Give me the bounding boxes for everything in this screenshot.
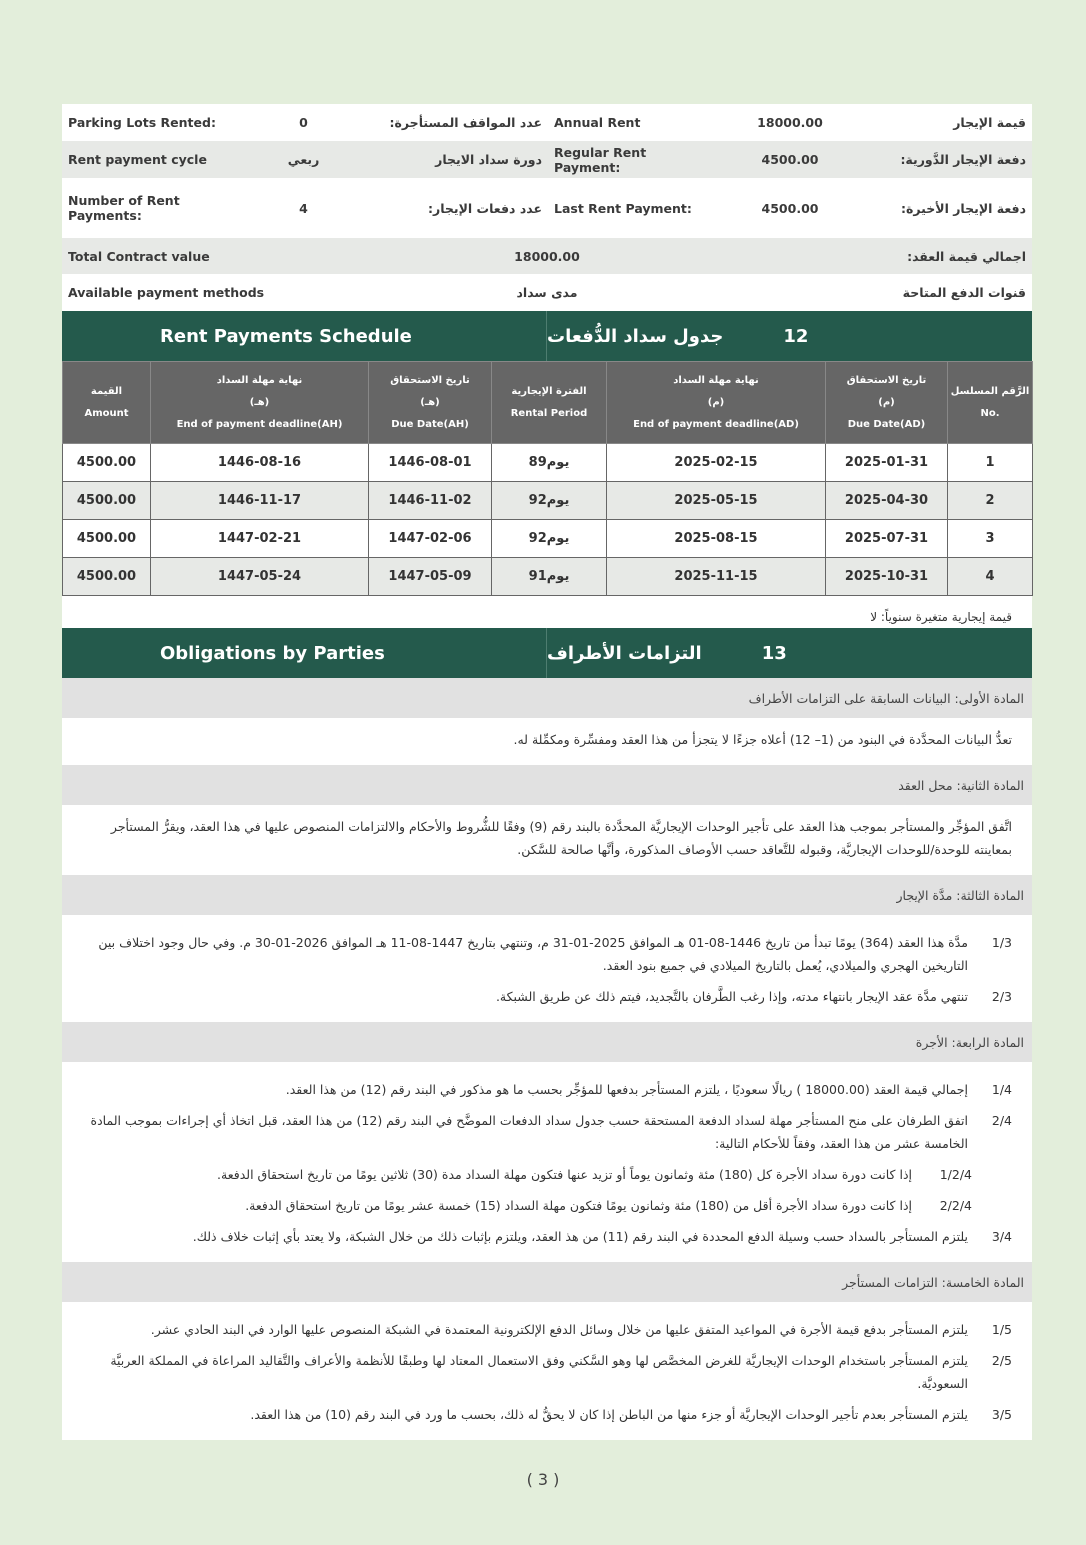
table-cell: 1447-05-09 — [369, 558, 492, 596]
clause — [82, 931, 1012, 977]
header-unit: (م) — [707, 396, 725, 408]
label-ar: عدد دفعات الإيجار: — [428, 200, 542, 216]
articles — [62, 678, 1032, 1440]
clause — [82, 1403, 1012, 1426]
clause — [82, 1109, 1012, 1155]
table-cell: 89يوم — [492, 444, 607, 482]
clause-text: تعدُّ البيانات المحدَّدة في البنود من (1– 12) أعلاه جزءًا لا يتجزأ من هذا العقد ومفسِّرة ومكمِّلة له. — [513, 732, 1012, 747]
column-header — [151, 362, 369, 444]
clause-text: اتفق الطرفان على منح المستأجر مهلة لسداد الدفعة المستحقة حسب جدول سداد الدفعات الموضَّح في البند رقم (12) من هذا العقد، قبل اتخاذ أي إجراءات بموجب المادة الخامسة عشر من هذا العقد، وفقاً للأحكام التالية: — [90, 1113, 968, 1151]
label-ar: قيمة الإيجار — [953, 115, 1026, 130]
rent-info-table — [62, 104, 1032, 238]
header-ar: نهاية مهلة السداد — [673, 374, 759, 386]
header-en: End of payment deadline(AH) — [176, 418, 343, 430]
clause — [82, 1349, 1012, 1395]
clause — [82, 815, 1012, 861]
rent-payments-schedule-table — [62, 361, 1033, 596]
clause — [82, 1194, 1012, 1217]
header-ar: تاريخ الاستحقاق — [846, 374, 927, 386]
header-en: Amount — [84, 407, 129, 419]
clause-number: 2/5 — [991, 1353, 1012, 1368]
obligations-section-header: Obligations by Parties 13 التزامات الأطراف — [62, 628, 1032, 678]
table-cell: 2025-04-30 — [826, 482, 948, 520]
label-en: Number of Rent Payments: — [68, 193, 180, 223]
header-en: End of payment deadline(AD) — [633, 418, 799, 430]
label-ar: دفعة الإيجار الأخيرة: — [901, 200, 1026, 216]
table-cell: 4500.00 — [63, 482, 151, 520]
article-body — [62, 915, 1032, 1022]
article-title: المادة الأولى: البيانات السابقة على التزامات الأطراف — [62, 678, 1032, 718]
table-cell: 1447-02-06 — [369, 520, 492, 558]
header-ar: نهاية مهلة السداد — [216, 374, 303, 386]
info-row — [62, 178, 1032, 238]
article-body — [62, 1062, 1032, 1262]
column-header — [607, 362, 826, 444]
column-header — [369, 362, 492, 444]
column-header — [492, 362, 607, 444]
clause-number: 2/3 — [991, 989, 1012, 1004]
header-unit: (هـ) — [249, 396, 270, 408]
table-cell: 2025-07-31 — [826, 520, 948, 558]
label-en: Rent payment cycle — [68, 152, 207, 167]
clause-text: اتَّفق المؤجِّر والمستأجر بموجب هذا العقد على تأجير الوحدات الإيجاريَّة المحدَّدة بالبند رقم (9) وفقًا للشُّروط والأحكام والالتزامات المنصوص عليها في هذا العقد، ويقرُّ المستأجر بمعاينته للوحدة/للوحدات الإيجاريَّة، وقبوله للتَّعاقد حسب الأوصاف المذكورة، وأنَّها صالحة للسَّكن. — [110, 819, 1012, 857]
clause — [82, 985, 1012, 1008]
table-cell: 92يوم — [492, 482, 607, 520]
value: 18000.00 — [757, 115, 823, 130]
clause-text: يلتزم المستأجر بعدم تأجير الوحدات الإيجاريَّة أو جزء منها من الباطن إذا كان لا يحقُّ له ذلك، بحسب ما ورد في البند رقم (10) من هذا العقد. — [250, 1407, 968, 1422]
table-cell: 1446-11-02 — [369, 482, 492, 520]
contract-page — [62, 104, 1032, 1440]
table-cell: 2025-02-15 — [607, 444, 826, 482]
table-cell: 92يوم — [492, 520, 607, 558]
label-en: Parking Lots Rented: — [68, 115, 216, 130]
label-ar: دفعة الإيجار الدَّورية: — [900, 152, 1026, 167]
clause — [82, 1163, 1012, 1186]
page-number: ( 3 ) — [526, 1470, 560, 1489]
table-cell: 4500.00 — [63, 558, 151, 596]
clause-number: 2/2/4 — [939, 1198, 972, 1213]
clause-text: إذا كانت دورة سداد الأجرة كل (180) مئة وثمانون يوماً أو تزيد عنها فتكون مهلة السداد مدة (30) ثلاثين يومًا من تاريخ استحقاق الدفعة. — [217, 1167, 912, 1182]
label-en: Regular Rent Payment: — [554, 144, 647, 175]
clause-number: 1/3 — [991, 935, 1012, 950]
clause-text: إذا كانت دورة سداد الأجرة أقل من (180) مئة وثمانون يومًا فتكون مهلة السداد (15) خمسة عشر يومًا من تاريخ استحقاق الدفعة. — [245, 1198, 912, 1213]
table-row — [63, 444, 1033, 482]
column-header — [826, 362, 948, 444]
payment-methods-row: Available payment methods مدى سداد قنوات الدفع المتاحة — [68, 285, 1026, 300]
label-ar: دورة سداد الايجار — [435, 152, 542, 167]
table-row — [63, 520, 1033, 558]
value: ربعي — [287, 152, 320, 167]
label-en: Annual Rent — [554, 115, 641, 130]
article-body — [62, 718, 1032, 765]
header-ar: القيمة — [90, 385, 123, 397]
clause-text: تنتهي مدَّة عقد الإيجار بانتهاء مدته، وإذا رغب الطَّرفان بالتَّجديد، فيتم ذلك عن طريق الشبكة. — [495, 989, 968, 1004]
value: 0 — [299, 115, 308, 130]
article-body — [62, 805, 1032, 875]
info-row — [62, 141, 1032, 178]
table-cell: 1 — [948, 444, 1033, 482]
clause-number: 1/4 — [991, 1082, 1012, 1097]
clause — [82, 1318, 1012, 1341]
header-en: Rental Period — [510, 407, 588, 419]
clause-text: يلتزم المستأجر بالسداد حسب وسيلة الدفع المحددة في البند رقم (11) من هذ العقد، ويلتزم بإثبات ذلك من خلال الشبكة، ولا يعتد بأي إثبات خلاف ذلك. — [192, 1229, 968, 1244]
clause-text: يلتزم المستأجر بدفع قيمة الأجرة في المواعيد المتفق عليها من خلال وسائل الدفع الإلكترونية المعتمدة في الشبكة المنصوص عليها الوارد في البند الحادي عشر. — [150, 1322, 968, 1337]
header-unit: (م) — [878, 396, 895, 408]
clause — [82, 728, 1012, 751]
value: 4500.00 — [761, 200, 819, 216]
clause-number: 1/2/4 — [939, 1167, 972, 1182]
table-cell: 2025-01-31 — [826, 444, 948, 482]
table-cell: 2025-10-31 — [826, 558, 948, 596]
article-title: المادة الخامسة: التزامات المستأجر — [62, 1262, 1032, 1302]
table-cell: 1447-02-21 — [151, 520, 369, 558]
table-cell: 2025-05-15 — [607, 482, 826, 520]
header-ar: تاريخ الاستحقاق — [390, 374, 470, 386]
clause — [82, 1078, 1012, 1101]
table-cell: 2025-11-15 — [607, 558, 826, 596]
clause-text: يلتزم المستأجر باستخدام الوحدات الإيجاريَّة للغرض المخصَّص لها وهو السَّكني وفق الاستعمال المعتاد لها وطبقًا للأنظمة والأعراف والتَّقاليد المراعاة في المملكة العربيَّة السعوديَّة. — [110, 1353, 968, 1391]
label-ar: عدد المواقف المستأجرة: — [389, 115, 542, 130]
variable-rent-note: قيمة إيجارية متغيرة سنوياً: لا — [62, 604, 1032, 628]
article-title: المادة الثالثة: مدَّة الإيجار — [62, 875, 1032, 915]
value: 4500.00 — [761, 152, 819, 167]
table-cell: 91يوم — [492, 558, 607, 596]
header-en: Due Date(AH) — [391, 418, 469, 430]
table-cell: 4500.00 — [63, 520, 151, 558]
table-cell: 1446-11-17 — [151, 482, 369, 520]
clause-number: 3/4 — [991, 1229, 1012, 1244]
table-cell: 1446-08-01 — [369, 444, 492, 482]
table-cell: 1447-05-24 — [151, 558, 369, 596]
schedule-section-header: Rent Payments Schedule 12 جدول سداد الدُّفعات — [62, 311, 1032, 361]
table-cell: 3 — [948, 520, 1033, 558]
clause-text: مدَّة هذا العقد (364) يومًا تبدأ من تاريخ 1446-08-01 هـ الموافق 2025-01-31 م، وتنتهي بتاريخ 1447-08-11 هـ الموافق 2026-01-30 م. وفي حال وجود اختلاف بين التاريخين الهجري والميلادي، يُعمل بالتاريخ الميلادي في جميع بنود العقد. — [98, 935, 968, 973]
clause-number: 1/5 — [991, 1322, 1012, 1337]
clause-text: إجمالي قيمة العقد (18000.00 ) ريالًا سعوديًا ، يلتزم المستأجر بدفعها للمؤجِّر بحسب ما هو مذكور في البند رقم (12) من هذا العقد. — [285, 1082, 968, 1097]
header-unit: (هـ) — [420, 396, 440, 408]
table-cell: 2 — [948, 482, 1033, 520]
article-body — [62, 1302, 1032, 1440]
table-cell: 2025-08-15 — [607, 520, 826, 558]
clause-number: 2/4 — [991, 1113, 1012, 1128]
value: 4 — [299, 200, 308, 216]
article-title: المادة الرابعة: الأجرة — [62, 1022, 1032, 1062]
column-header — [63, 362, 151, 444]
total-contract-row: Total Contract value 18000.00 اجمالي قيمة العقد: — [62, 238, 1032, 274]
table-cell: 1446-08-16 — [151, 444, 369, 482]
table-cell: 4 — [948, 558, 1033, 596]
header-ar: الفترة الإيجارية — [511, 385, 587, 397]
clause — [82, 1225, 1012, 1248]
info-row — [62, 104, 1032, 141]
article-title: المادة الثانية: محل العقد — [62, 765, 1032, 805]
table-cell: 4500.00 — [63, 444, 151, 482]
table-row — [63, 482, 1033, 520]
header-ar: الرَّقم المسلسل — [950, 385, 1030, 397]
label-en: Last Rent Payment: — [554, 200, 692, 216]
header-en: No. — [980, 407, 1000, 419]
header-en: Due Date(AD) — [847, 418, 926, 430]
column-header — [948, 362, 1033, 444]
table-row — [63, 558, 1033, 596]
clause-number: 3/5 — [991, 1407, 1012, 1422]
